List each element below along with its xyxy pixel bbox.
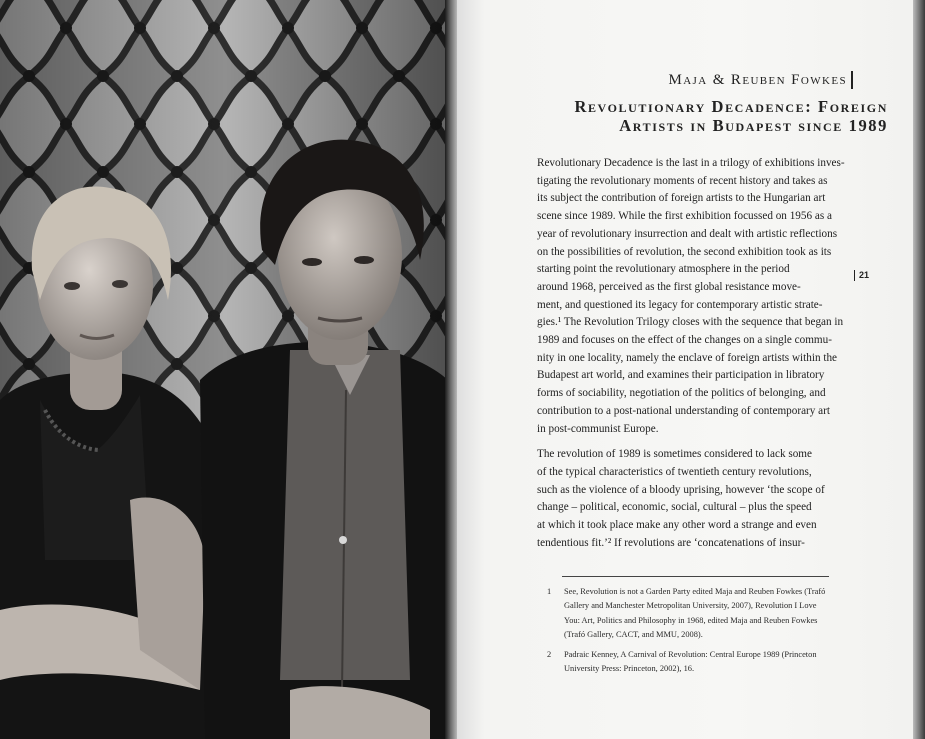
body-line: starting point the revolutionary atmosphere in the period: [537, 263, 790, 276]
body-line: The revolution of 1989 is sometimes considered to lack some: [537, 448, 812, 461]
text-page: [457, 0, 913, 739]
chapter-title-line: Revolutionary Decadence: Foreign: [574, 97, 888, 116]
chapter-title: [537, 97, 888, 135]
body-line: in post-communist Europe.: [537, 422, 659, 435]
footnote-line: (Trafó Gallery, CACT, and MMU, 2008).: [564, 630, 703, 640]
body-text: [537, 155, 867, 552]
footnote-line: You: Art, Politics and Philosophy in 1968, edited Maja and Reuben Fowkes: [564, 615, 818, 625]
body-line: gies.¹ The Revolution Trilogy closes with the sequence that began in: [537, 316, 844, 329]
footnote-line: See, Revolution is not a Garden Party edited Maja and Reuben Fowkes (Trafó: [564, 587, 826, 596]
photo-image: [0, 0, 450, 739]
author-rule: [851, 71, 853, 89]
footnote-line: University Press: Princeton, 2002), 16.: [564, 664, 695, 674]
body-line: tendentious fit.’² If revolutions are ‘concatenations of insur-: [537, 536, 805, 549]
footnote-line: Gallery and Manchester Metropolitan University, 2007), Revolution I Love: [564, 601, 817, 611]
body-line: of the typical characteristics of twentieth century revolutions,: [537, 465, 812, 478]
body-line: 1989 and focuses on the effect of the changes on a single commu-: [537, 334, 832, 347]
body-line: on the possibilities of revolution, the second exhibition took as its: [537, 245, 832, 258]
footnote-line: Padraic Kenney, A Carnival of Revolution: Central Europe 1989 (Princeton: [564, 649, 817, 659]
body-line: Budapest art world, and examines their participation in libratory: [537, 369, 825, 382]
body-paragraph: [537, 155, 867, 438]
body-line: change – political, economic, social, cultural – plus the speed: [537, 501, 812, 514]
footnote: [547, 585, 867, 643]
body-line: around 1968, perceived as the first global resistance move-: [537, 280, 801, 293]
footnote-rule: [562, 576, 829, 577]
page-edge: [913, 0, 925, 739]
body-line: contribution to a post-national understanding of contemporary art: [537, 404, 830, 417]
footnote: [547, 648, 867, 677]
body-line: ment, and questioned its legacy for contemporary artistic strate-: [537, 298, 823, 311]
body-line: nity in one locality, namely the enclave of foreign artists within the: [537, 351, 838, 364]
chapter-title-line: Artists in Budapest since 1989: [619, 116, 888, 135]
body-line: such as the violence of a bloody uprising, however ‘the scope of: [537, 483, 825, 496]
body-line: its subject the contribution of foreign artists to the Hungarian art: [537, 192, 826, 205]
body-line: at which it took place make any other word a strange and even: [537, 519, 817, 532]
body-line: forms of sociability, negotiation of the politics of belonging, and: [537, 387, 826, 400]
body-paragraph: [537, 446, 867, 552]
body-line: tigating the revolutionary moments of recent history and takes as: [537, 174, 828, 187]
footnote-number: 2: [547, 649, 552, 659]
author-photograph: [0, 0, 450, 739]
body-line: year of revolutionary insurrection and dealt with artistic reflections: [537, 227, 838, 240]
chapter-authors: Maja & Reuben Fowkes: [668, 72, 847, 88]
footnotes: [547, 585, 867, 681]
footnote-number: 1: [547, 587, 552, 596]
body-line: Revolutionary Decadence is the last in a trilogy of exhibitions inves-: [537, 157, 845, 169]
page-number: 21: [854, 270, 869, 281]
body-line: scene since 1989. While the first exhibition focussed on 1956 as a: [537, 210, 832, 223]
